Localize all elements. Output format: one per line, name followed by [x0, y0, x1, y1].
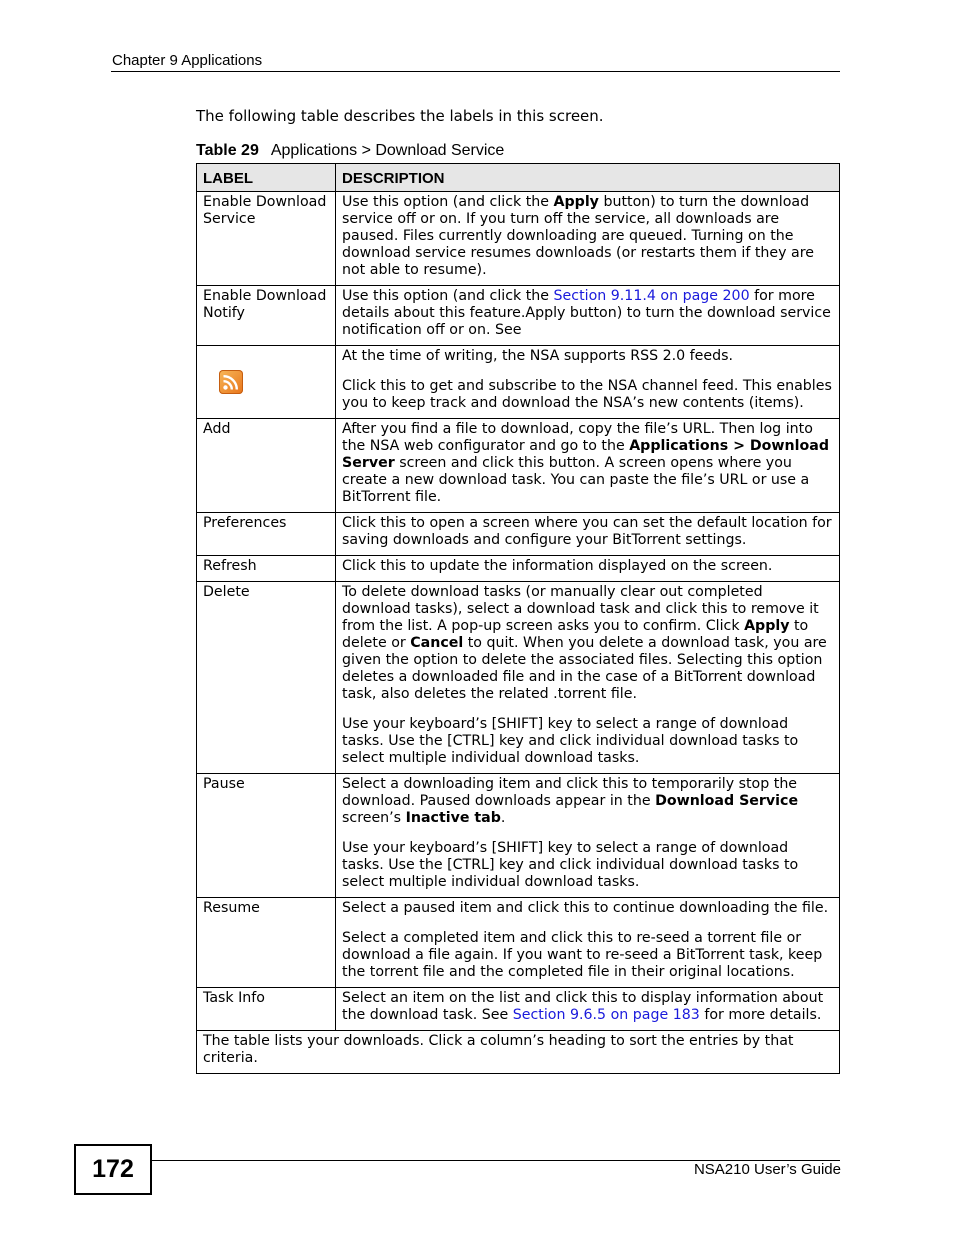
row-label: Preferences [197, 513, 336, 556]
row-description: Use this option (and click the Section 9.11.4 on page 200 for more details about this feature.Apply button) to turn the download service notification off or on. See [336, 286, 840, 346]
row-description: Click this to open a screen where you can set the default location for saving downloads and configure your BitTorrent settings. [336, 513, 840, 556]
row-description: To delete download tasks (or manually clear out completed download tasks), select a download task and click this to remove it from the list. A pop-up screen asks you to confirm. Click Apply to delete or Cancel to quit. When you delete a download task, you are given the option to delete the associated files. Selecting this option deletes a downloaded file and in the case of a BitTorrent download task, also deletes the related .torrent file. Use your keyboard’s [SHIFT] key to select a range of download tasks. Use the [CTRL] key and click individual download tasks to select multiple individual download tasks. [336, 582, 840, 774]
row-label [197, 346, 336, 419]
intro-text: The following table describes the labels in this screen. [196, 107, 604, 125]
table-row [197, 513, 840, 556]
table-row [197, 898, 840, 988]
row-label: Refresh [197, 556, 336, 582]
label-column-header: LABEL [197, 164, 336, 192]
row-label: Task Info [197, 988, 336, 1031]
row-description: At the time of writing, the NSA supports RSS 2.0 feeds. Click this to get and subscribe to the NSA channel feed. This enables you to keep track and download the NSA’s new contents (items). [336, 346, 840, 419]
row-description: Use this option (and click the Apply button) to turn the download service off or on. If you turn off the service, all downloads are paused. Files currently downloading are queued. Turning on the download service resumes downloads (or restarts them if they are not able to resume). [336, 192, 840, 286]
row-description: Select a downloading item and click this to temporarily stop the download. Paused downloads appear in the Download Service screen’s Inactive tab. Use your keyboard’s [SHIFT] key to select a range of download tasks. Use the [CTRL] key and click individual download tasks to select multiple individual download tasks. [336, 774, 840, 898]
guide-title: NSA210 User’s Guide [693, 1161, 841, 1178]
table-row [197, 286, 840, 346]
section-link[interactable]: Section 9.6.5 on page 183 [512, 1007, 700, 1023]
row-description: Select a paused item and click this to continue downloading the file. Select a completed item and click this to re-seed a torrent file or download a file again. If you want to re-seed a BitTorrent task, keep the torrent file and the completed file in their original locations. [336, 898, 840, 988]
table-row [197, 192, 840, 286]
row-label: Enable Download Service [197, 192, 336, 286]
table-footer-note: The table lists your downloads. Click a column’s heading to sort the entries by that criteria. [197, 1031, 840, 1074]
row-label: Enable Download Notify [197, 286, 336, 346]
table-row [197, 556, 840, 582]
row-label: Delete [197, 582, 336, 774]
table-caption [196, 142, 504, 160]
section-link[interactable]: Section 9.11.4 on page 200 [553, 288, 750, 304]
table-row [197, 988, 840, 1031]
table-row [197, 419, 840, 513]
chapter-header: Chapter 9 Applications [112, 52, 263, 69]
description-column-header: DESCRIPTION [336, 164, 840, 192]
table-header-row [197, 164, 840, 192]
table-number: Table 29 [196, 142, 259, 159]
row-description: Select an item on the list and click this to display information about the download task. See Section 9.6.5 on page 183 for more details. [336, 988, 840, 1031]
rss-feed-icon [219, 370, 243, 394]
table-row [197, 774, 840, 898]
description-table [196, 163, 840, 1074]
row-label: Resume [197, 898, 336, 988]
table-title: Applications > Download Service [270, 142, 505, 159]
table-row [197, 582, 840, 774]
table-footer-row [197, 1031, 840, 1074]
row-label: Pause [197, 774, 336, 898]
page-number: 172 [74, 1144, 152, 1195]
row-label: Add [197, 419, 336, 513]
row-description: After you find a file to download, copy the file’s URL. Then log into the NSA web configurator and go to the Applications > Download Server screen and click this button. A screen opens where you create a new download task. You can paste the file’s URL or use a BitTorrent file. [336, 419, 840, 513]
row-description: Click this to update the information displayed on the screen. [336, 556, 840, 582]
header-rule [111, 71, 840, 72]
table-row [197, 346, 840, 419]
